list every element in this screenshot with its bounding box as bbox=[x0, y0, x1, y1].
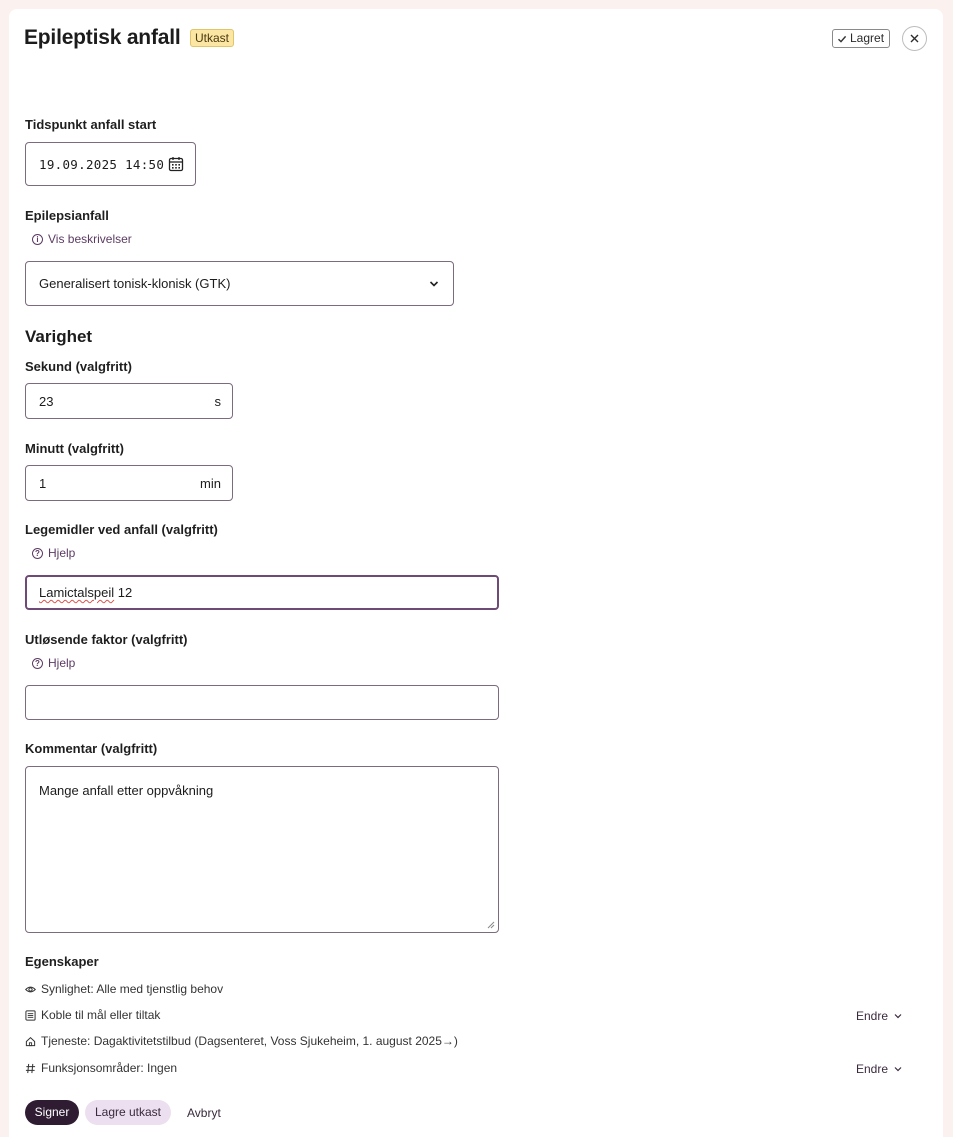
change-label: Endre bbox=[856, 1062, 889, 1076]
seizure-selected-value: Generalisert tonisk-klonisk (GTK) bbox=[39, 276, 231, 291]
minutes-value: 1 bbox=[39, 475, 47, 491]
saved-badge bbox=[832, 29, 890, 48]
trigger-label: Utløsende faktor (valgfritt) bbox=[25, 632, 188, 647]
comment-textarea[interactable] bbox=[25, 766, 499, 933]
hash-icon bbox=[25, 1063, 36, 1074]
medication-value bbox=[39, 585, 132, 600]
start-time-input[interactable] bbox=[25, 142, 196, 186]
properties-heading: Egenskaper bbox=[25, 954, 99, 969]
save-draft-button[interactable]: Lagre utkast bbox=[85, 1100, 171, 1125]
link-goal-row bbox=[25, 1008, 160, 1022]
function-areas-row bbox=[25, 1061, 177, 1075]
duration-heading: Varighet bbox=[25, 327, 93, 346]
eye-icon bbox=[25, 984, 36, 995]
sign-button[interactable]: Signer bbox=[25, 1100, 79, 1125]
minutes-label: Minutt (valgfritt) bbox=[25, 441, 124, 456]
seizure-label: Epilepsianfall bbox=[25, 208, 109, 223]
seconds-label: Sekund (valgfritt) bbox=[25, 359, 132, 374]
show-descriptions-link[interactable] bbox=[32, 232, 132, 246]
cancel-button[interactable]: Avbryt bbox=[187, 1106, 221, 1120]
saved-label: Lagret bbox=[850, 31, 885, 45]
start-time-label: Tidspunkt anfall start bbox=[25, 117, 157, 132]
comment-label: Kommentar (valgfritt) bbox=[25, 741, 158, 756]
service-row bbox=[25, 1034, 458, 1048]
help-icon: ? bbox=[32, 658, 43, 669]
chevron-down-icon bbox=[894, 1013, 902, 1019]
chevron-down-icon bbox=[429, 280, 439, 288]
change-function-areas-button[interactable] bbox=[856, 1062, 902, 1076]
check-icon bbox=[837, 34, 847, 44]
service-label: Tjeneste: Dagaktivitetstilbud (Dagsenteret, Voss Sjukeheim, 1. august 2025→) bbox=[41, 1034, 458, 1048]
help-icon: ? bbox=[32, 548, 43, 559]
seconds-input[interactable] bbox=[25, 383, 233, 419]
trigger-help-label: Hjelp bbox=[48, 656, 76, 670]
seconds-unit: s bbox=[214, 393, 221, 409]
minutes-unit: min bbox=[200, 475, 221, 491]
visibility-row bbox=[25, 982, 223, 996]
trigger-help-link[interactable] bbox=[32, 656, 75, 670]
calendar-icon[interactable] bbox=[168, 156, 184, 172]
info-icon: i bbox=[32, 234, 43, 245]
page-title: Epileptisk anfall bbox=[24, 26, 181, 49]
function-areas-label: Funksjonsområder: Ingen bbox=[41, 1061, 178, 1075]
list-icon bbox=[25, 1010, 36, 1021]
change-label: Endre bbox=[856, 1009, 889, 1023]
close-button[interactable] bbox=[902, 26, 927, 51]
chevron-down-icon bbox=[894, 1066, 902, 1072]
start-time-value: 19.09.2025 14:50 bbox=[39, 156, 165, 172]
link-goal-label: Koble til mål eller tiltak bbox=[41, 1008, 161, 1022]
medication-input[interactable] bbox=[25, 575, 499, 610]
medication-help-link[interactable] bbox=[32, 546, 75, 560]
comment-value: Mange anfall etter oppvåkning bbox=[39, 783, 214, 798]
seizure-select[interactable] bbox=[25, 261, 454, 306]
show-descriptions-label: Vis beskrivelser bbox=[48, 232, 132, 246]
resize-handle-icon[interactable] bbox=[487, 921, 495, 929]
medication-label: Legemidler ved anfall (valgfritt) bbox=[25, 522, 218, 537]
home-icon bbox=[25, 1036, 36, 1047]
medication-value-word: Lamictalspeil bbox=[39, 585, 115, 600]
change-link-goal-button[interactable] bbox=[856, 1009, 902, 1023]
medication-value-rest: 12 bbox=[114, 585, 133, 600]
trigger-input[interactable] bbox=[25, 685, 499, 720]
status-badge: Utkast bbox=[190, 29, 234, 47]
visibility-label: Synlighet: Alle med tjenstlig behov bbox=[41, 982, 224, 996]
minutes-input[interactable] bbox=[25, 465, 233, 501]
seconds-value: 23 bbox=[39, 393, 54, 409]
close-icon bbox=[910, 34, 919, 43]
medication-help-label: Hjelp bbox=[48, 546, 76, 560]
